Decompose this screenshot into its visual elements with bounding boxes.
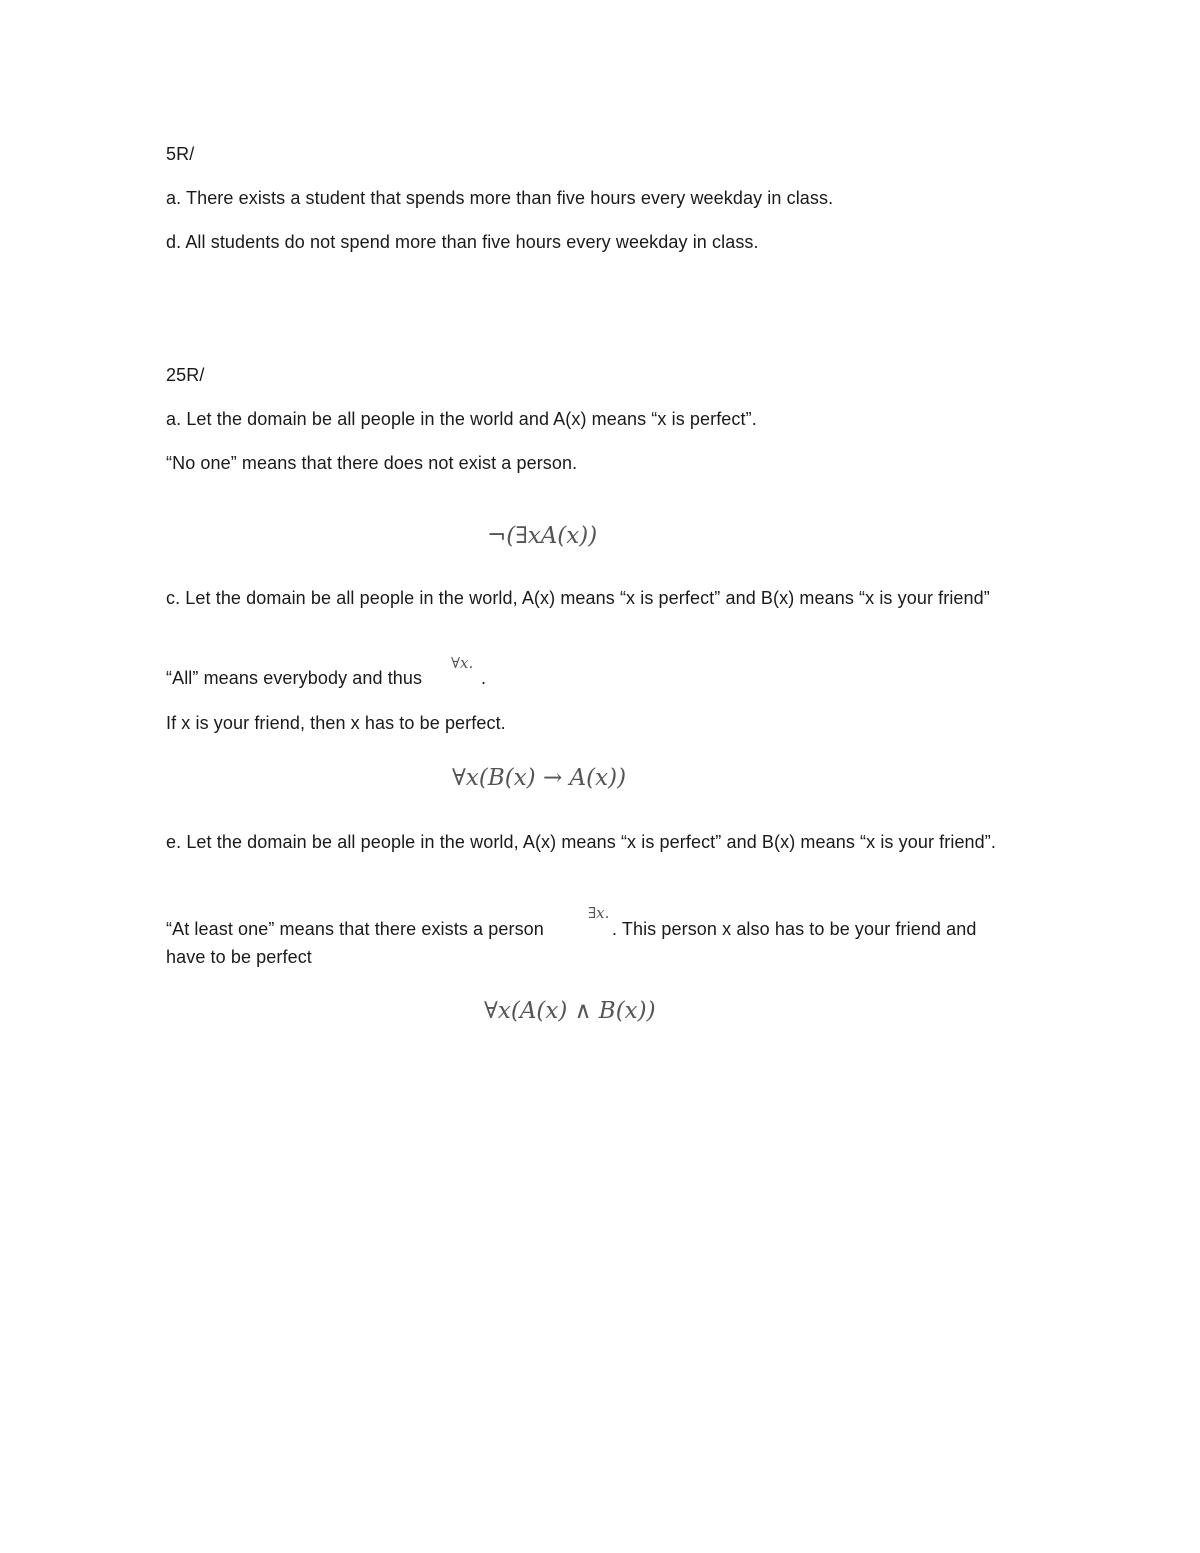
part-c-line2 — [166, 664, 422, 692]
part-c-line2-text: “All” means everybody and thus — [166, 668, 423, 688]
part-a-line1: a. Let the domain be all people in the world and A(x) means “x is perfect”. — [166, 409, 757, 429]
part-c-line3: If x is your friend, then x has to be perfect. — [166, 713, 506, 733]
part-c-forall-symbol: ∀x. — [451, 654, 474, 672]
section-5r-item-a: a. There exists a student that spends more than five hours every weekday in class. — [166, 188, 834, 208]
part-e-line2 — [166, 915, 544, 943]
part-e-line1: e. Let the domain be all people in the world, A(x) means “x is perfect” and B(x) means “x is your friend”. — [166, 832, 996, 852]
part-a-line2: “No one” means that there does not exist a person. — [166, 453, 578, 473]
part-e-formula: ∀x(A(x) ∧ B(x)) — [484, 998, 656, 1024]
part-e-line2-continuation: have to be perfect — [166, 947, 312, 967]
part-a-formula: ¬(∃xA(x)) — [487, 523, 598, 549]
part-e-exists-symbol: ∃x. — [588, 904, 610, 922]
part-c-line2-end: . — [481, 668, 487, 688]
section-5r-item-d: d. All students do not spend more than five hours every weekday in class. — [166, 232, 759, 252]
part-c-line1: c. Let the domain be all people in the world, A(x) means “x is perfect” and B(x) means “x is your friend” — [166, 588, 990, 608]
part-e-line2-end: . This person x also has to be your friend and — [612, 919, 977, 939]
section-25r-heading: 25R/ — [166, 365, 205, 385]
section-5r-heading: 5R/ — [166, 144, 195, 164]
part-e-line2-text: “At least one” means that there exists a person — [166, 919, 544, 939]
part-c-formula: ∀x(B(x) → A(x)) — [452, 765, 627, 791]
